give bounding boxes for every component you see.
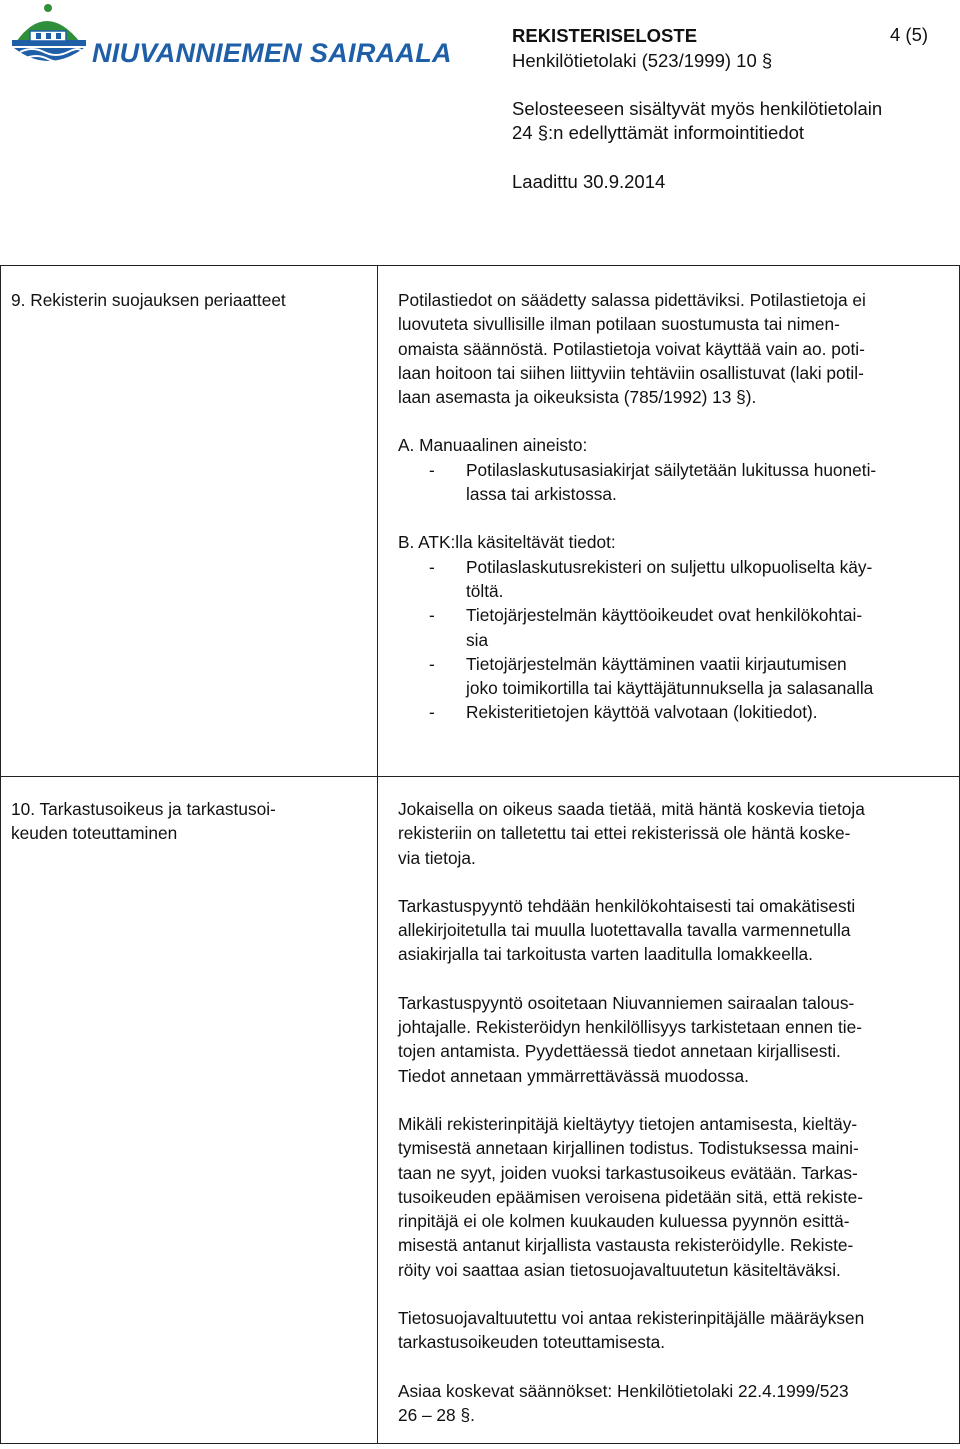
section9-label: 9. Rekisterin suojauksen periaatteet: [1, 266, 378, 777]
register-table: [0, 265, 960, 1444]
section9-content: [378, 266, 960, 777]
section9-a-heading: A. Manuaalinen aineisto:: [398, 435, 588, 456]
list-dash: -: [429, 556, 435, 577]
section10-label: 10. Tarkastusoikeus ja tarkastusoi- keuden toteuttaminen: [1, 777, 378, 1444]
paragraph: Jokaisella on oikeus saada tietää, mitä häntä koskevia tietoja rekisteriin on talletettu tai ettei rekisterissä ole häntä koske- via tietoja.: [398, 799, 865, 868]
section10-content: [378, 777, 960, 1444]
page-number: 4 (5): [890, 24, 929, 45]
paragraph: Mikäli rekisterinpitäjä kieltäytyy tietojen antamisesta, kieltäy- tymisestä annetaan kirjallinen todistus. Todistuksessa maini- taan ne syyt, joiden vuoksi tarkastusoikeus evätään. Tarkas- tusoikeuden epäämisen veroisena pidetään sitä, että rekiste- rinpitäjä ei ole kolmen kuukauden kuluessa pyynnön esittä- misestä antanut kirjallista vastausta rekisteröidylle. Rekiste- röity voi saattaa asian tietosuojavaltuutetun käsiteltäväksi.: [398, 1113, 863, 1280]
header-note-line2: 24 §:n edellyttämät informointitiedot: [512, 122, 805, 143]
law-reference: Henkilötietolaki (523/1999) 10 §: [512, 50, 773, 71]
list-item: - Potilaslaskutusasiakirjat säilytetään lukitussa huoneti- lassa tai arkistossa.: [429, 459, 877, 505]
list-dash: -: [429, 702, 435, 723]
list-dash: -: [429, 459, 435, 480]
paragraph: Tarkastuspyyntö tehdään henkilökohtaisesti tai omakätisesti allekirjoitetulla tai muulla luotettavalla tavalla varmennetulla asiakirjalla tai tarkoitusta varten laaditulla lomakkeella.: [398, 895, 856, 965]
section9-b-heading: B. ATK:lla käsiteltävät tiedot:: [398, 532, 616, 553]
paragraph: Asiaa koskevat säännökset: Henkilötietolaki 22.4.1999/523 26 – 28 §.: [398, 1380, 849, 1425]
list-dash: -: [429, 605, 435, 626]
hospital-emblem-icon: [6, 2, 92, 72]
list-item: - Rekisteritietojen käyttöä valvotaan (lokitiedot).: [398, 700, 943, 724]
header-note-line1: Selosteeseen sisältyvät myös henkilötietolain: [512, 98, 883, 119]
section9-intro-line: omaista säännöstä. Potilastietoja voivat käyttää vain ao. poti-: [398, 338, 865, 359]
hospital-logo: [6, 2, 452, 72]
section9-intro-line: Potilastiedot on säädetty salassa pidettäviksi. Potilastietoja ei: [398, 290, 866, 310]
list-dash: -: [429, 653, 435, 674]
logo-text: NIUVANNIEMEN SAIRAALA: [92, 38, 452, 68]
table-row-section10: [1, 777, 960, 1444]
list-item: - Potilaslaskutusrekisteri on suljettu ulkopuoliselta käy- töltä.: [429, 556, 873, 601]
section9-intro-line: laan asemasta ja oikeuksista (785/1992) 13 §).: [398, 387, 757, 408]
section9-intro-line: laan hoitoon tai siihen liittyviin tehtäviin osallistuvat (laki potil-: [398, 362, 864, 383]
paragraph: Tarkastuspyyntö osoitetaan Niuvanniemen sairaalan talous- johtajalle. Rekisteröidyn henkilöllisyys tarkistetaan ennen tie- tojen antamista. Pyydettäessä tiedot annetaan kirjallisesti. Tiedot annetaan ymmärrettävässä muodossa.: [398, 992, 862, 1086]
paragraph: Tietosuojavaltuutettu voi antaa rekisterinpitäjälle määräyksen tarkastusoikeuden toteuttamisesta.: [398, 1308, 865, 1353]
list-item: - Tietojärjestelmän käyttöoikeudet ovat henkilökohtai- sia: [429, 605, 863, 650]
section9-intro-line: luovuteta sivullisille ilman potilaan suostumusta tai nimen-: [398, 314, 840, 335]
document-date: Laadittu 30.9.2014: [512, 171, 666, 192]
document-title: REKISTERISELOSTE: [512, 25, 698, 46]
list-item: - Tietojärjestelmän käyttäminen vaatii kirjautumisen joko toimikortilla tai käyttäjätunnuksella ja salasanalla: [429, 653, 874, 699]
table-row-section9: [1, 266, 960, 777]
